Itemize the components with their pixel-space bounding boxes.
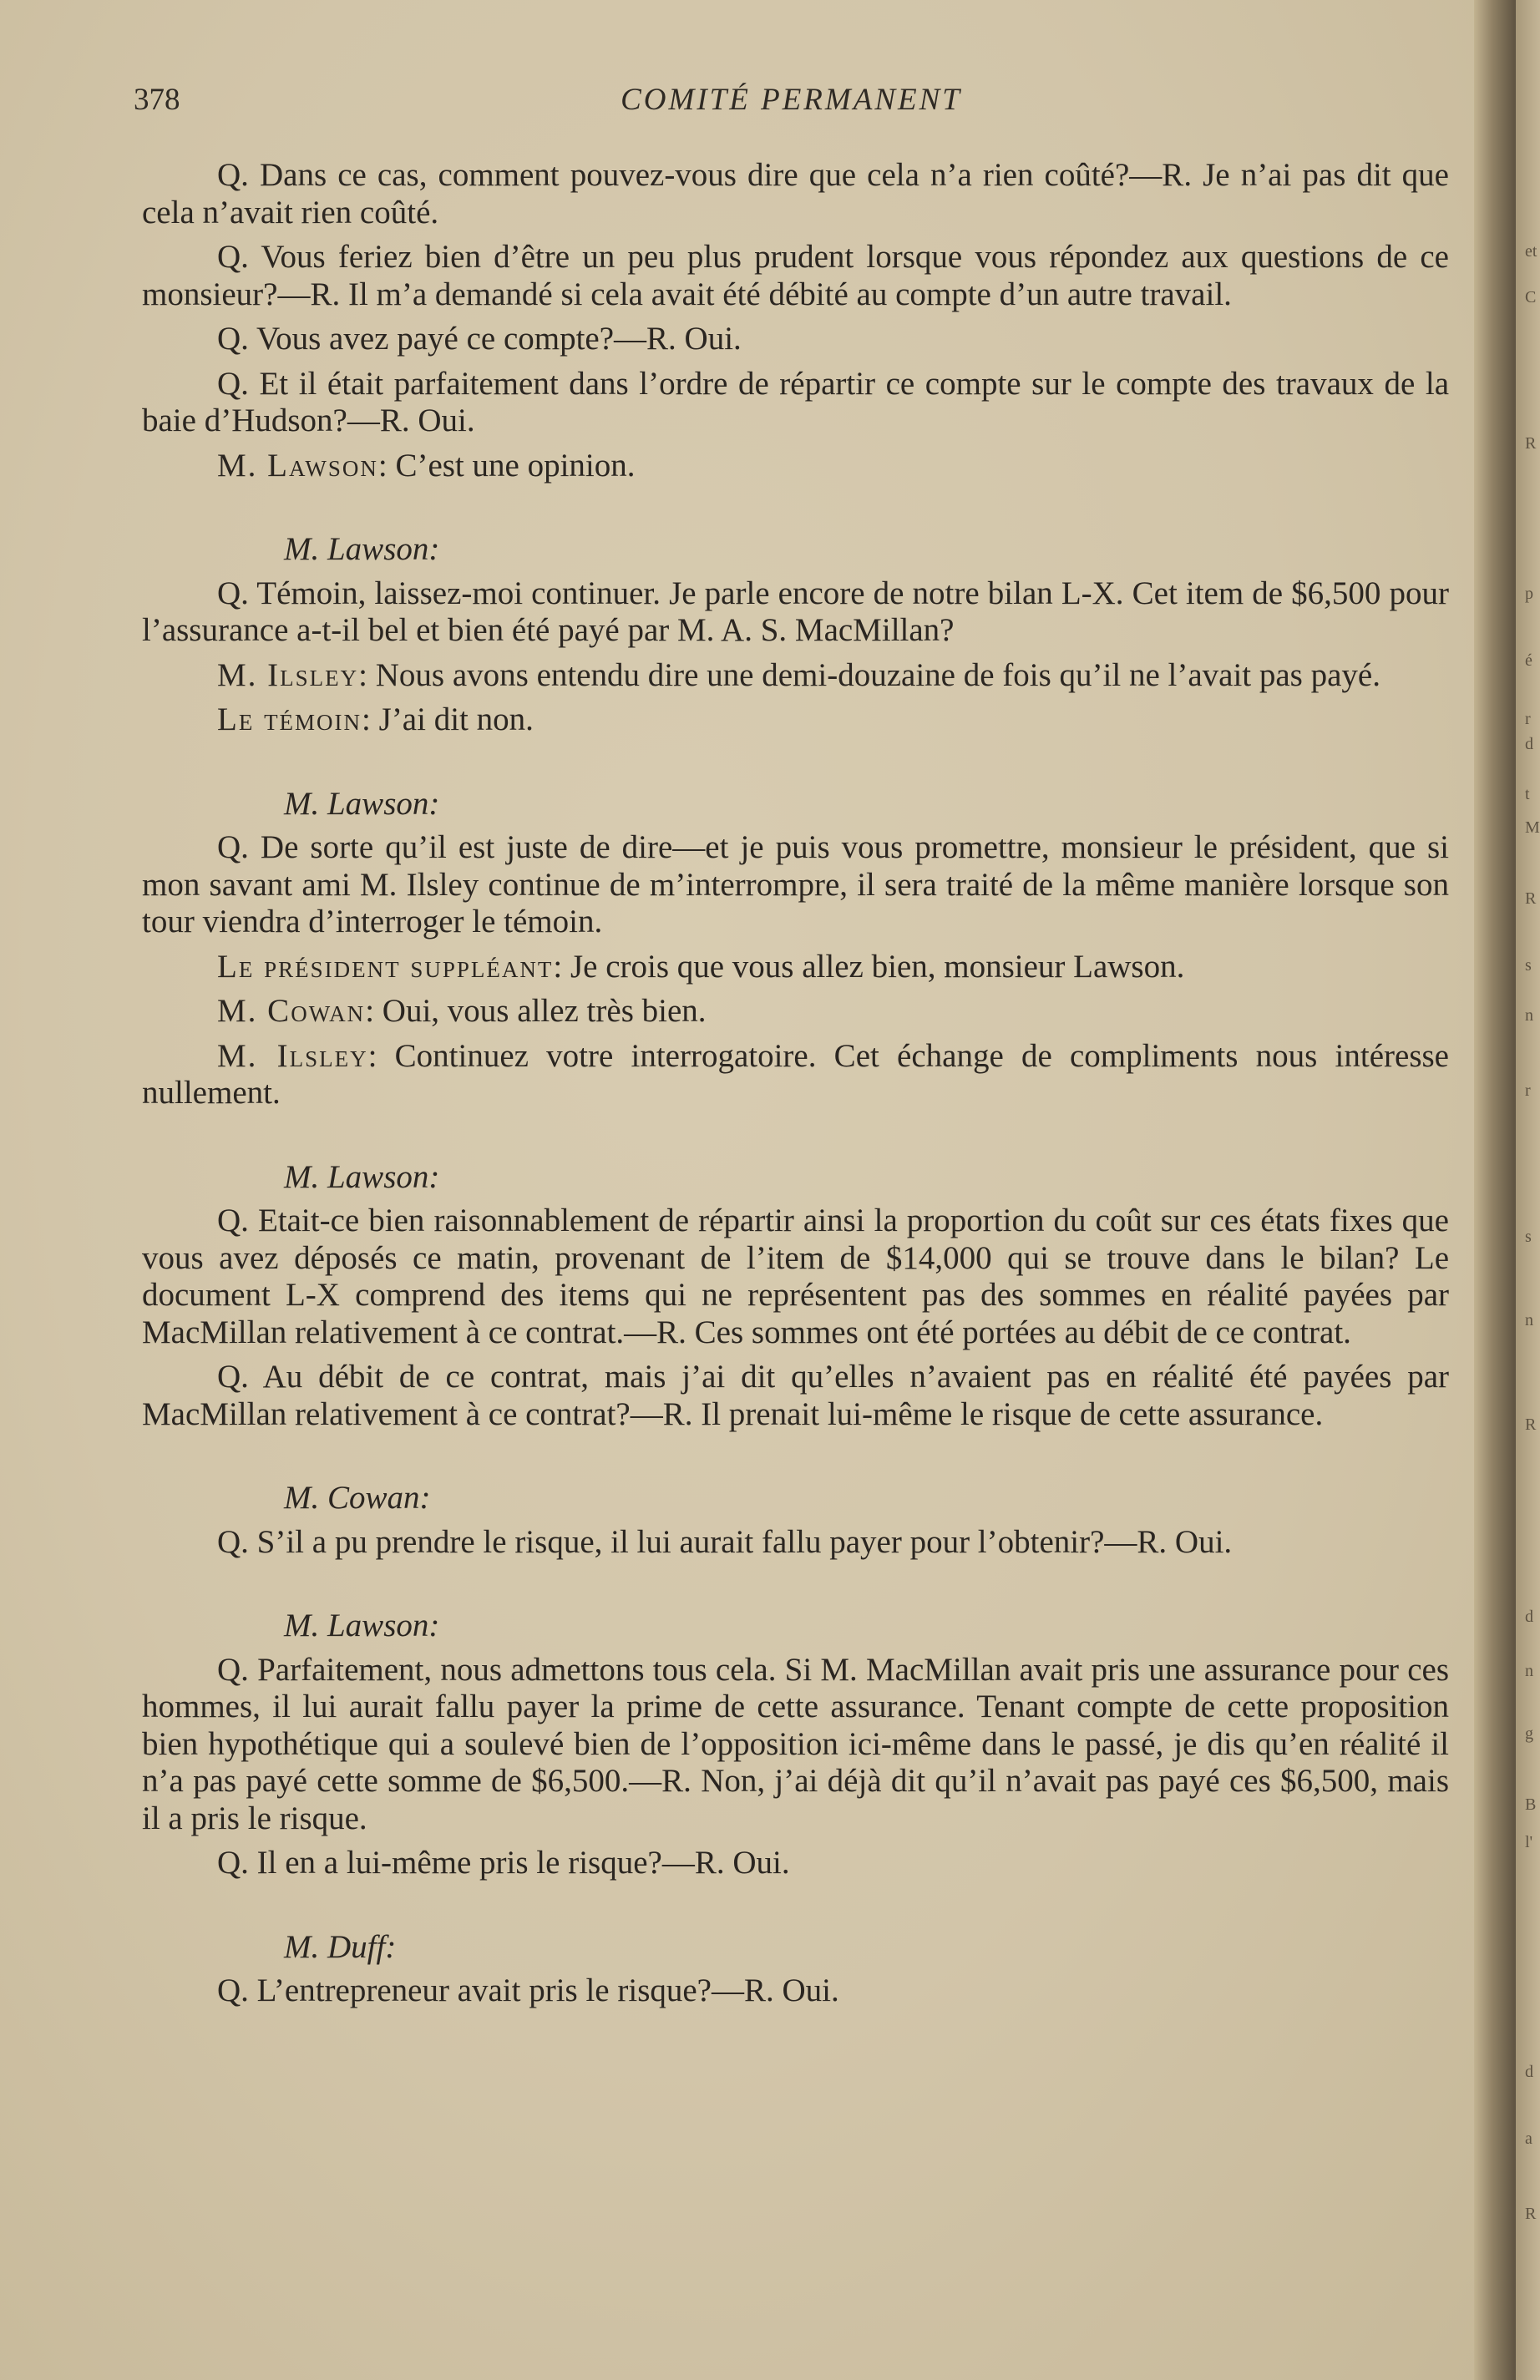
book-gutter <box>1474 0 1516 2380</box>
speaker-separator: : <box>365 993 382 1029</box>
facing-page-fragment: R <box>1525 434 1537 453</box>
speaker-statement <box>142 448 1449 485</box>
speaker-heading: M. Lawson: <box>284 1158 440 1195</box>
speaker-heading: M. Cowan: <box>284 1480 431 1516</box>
speaker-heading: M. Lawson: <box>284 531 440 567</box>
speaker-name: M. Ilsley <box>217 656 359 693</box>
statement-text: Je crois que vous allez bien, monsieur Lawson. <box>570 948 1185 985</box>
speaker-name: Le président suppléant <box>217 948 554 985</box>
speaker-separator: : <box>362 701 379 737</box>
statement-text: Oui, vous allez très bien. <box>382 993 707 1029</box>
question-answer-paragraph: Q. De sorte qu’il est juste de dire—et je puis vous promettre, monsieur le président, que si mon savant ami M. Ilsley continue de m’interrompre, il sera traité de la même manière lorsque son tour viendra d’interroger le témoin. <box>142 829 1449 939</box>
speaker-statement <box>142 1038 1449 1112</box>
speaker-statement <box>142 993 1449 1030</box>
speaker-separator: : <box>358 656 376 693</box>
speaker-heading: M. Duff: <box>284 1928 397 1965</box>
statement-text: Continuez votre interrogatoire. Cet échange de compliments nous intéresse nullement. <box>142 1037 1449 1111</box>
facing-page-fragment: t <box>1525 785 1530 803</box>
facing-page-fragment: l' <box>1525 1833 1533 1851</box>
speaker-separator: : <box>367 1037 395 1074</box>
facing-page-fragment: M <box>1525 818 1540 837</box>
transcript-body <box>142 157 1449 2010</box>
facing-page-fragment: s <box>1525 956 1532 975</box>
page-header <box>134 82 1449 132</box>
facing-page-fragment: R <box>1525 1415 1537 1434</box>
speaker-statement <box>142 657 1449 695</box>
statement-text: C’est une opinion. <box>395 447 636 484</box>
speaker-name: Le témoin <box>217 701 362 737</box>
speaker-separator: : <box>377 447 396 484</box>
question-answer-paragraph: Q. S’il a pu prendre le risque, il lui aurait fallu payer pour l’obtenir?—R. Oui. <box>217 1523 1233 1560</box>
facing-page-fragment: s <box>1525 1228 1532 1246</box>
facing-page-fragment: é <box>1525 651 1532 670</box>
speaker-separator: : <box>553 948 570 985</box>
speaker-heading: M. Lawson: <box>284 1608 440 1643</box>
facing-page-fragment: g <box>1525 1724 1533 1743</box>
speaker-statement <box>142 701 1449 739</box>
page-number: 378 <box>134 83 180 117</box>
facing-page-fragment: n <box>1525 1006 1533 1025</box>
speaker-name: M. Ilsley <box>217 1037 368 1074</box>
facing-page-fragment: r <box>1525 710 1531 728</box>
speaker-heading: M. Lawson: <box>284 785 440 822</box>
facing-page-edge <box>1516 0 1540 2380</box>
facing-page-fragment: d <box>1525 1608 1533 1626</box>
question-answer-paragraph: Q. Vous feriez bien d’être un peu plus prudent lorsque vous répondez aux questions de ce monsieur?—R. Il m’a demandé si cela avait été débité au compte d’un autre travail. <box>142 239 1449 312</box>
question-answer-paragraph: Q. Parfaitement, nous admettons tous cela. Si M. MacMillan avait pris une assurance pour ces hommes, il lui aurait fallu payer la prime de cette assurance. Tenant compte de cette proposition bien hypothétique qui a soulevé bien de l’opposition ici-même dans le passé, je dis qu’en réalité il n’a pas payé cette somme de $6,500.—R. Non, j’ai déjà dit qu’il n’avait pas payé ces $6,500, mais il a pris le risque. <box>142 1651 1449 1836</box>
facing-page-fragment: d <box>1525 2063 1533 2081</box>
facing-page-fragment: d <box>1525 735 1533 753</box>
statement-text: Nous avons entendu dire une demi-douzaine de fois qu’il ne l’avait pas payé. <box>375 656 1380 693</box>
speaker-name: M. Lawson <box>217 447 378 484</box>
question-answer-paragraph: Q. Témoin, laissez-moi continuer. Je parle encore de notre bilan L-X. Cet item de $6,500 pour l’assurance a-t-il bel et bien été payé par M. A. S. MacMillan? <box>142 575 1449 648</box>
facing-page-fragment: B <box>1525 1795 1537 1814</box>
question-answer-paragraph: Q. Il en a lui-même pris le risque?—R. Oui. <box>217 1845 790 1881</box>
facing-page-fragment: a <box>1525 2129 1532 2148</box>
facing-page-fragment: r <box>1525 1081 1531 1100</box>
speaker-statement <box>142 949 1449 986</box>
facing-page-fragment: R <box>1525 2205 1537 2223</box>
statement-text: J’ai dit non. <box>378 701 534 737</box>
question-answer-paragraph: Q. Vous avez payé ce compte?—R. Oui. <box>217 321 742 357</box>
facing-page-fragment: n <box>1525 1311 1533 1329</box>
facing-page-fragment: et <box>1525 242 1537 261</box>
question-answer-paragraph: Q. Etait-ce bien raisonnablement de répartir ainsi la proportion du coût sur ces états fixes que vous avez déposés ce matin, provenant de l’item de $14,000 qui se trouve dans le bilan? Le document L-X comprend des items qui ne représentent pas des sommes en réalité payées par MacMillan relativement à ce contrat.—R. Ces sommes ont été portées au débit de ce contrat. <box>142 1203 1449 1350</box>
question-answer-paragraph: Q. Dans ce cas, comment pouvez-vous dire que cela n’a rien coûté?—R. Je n’ai pas dit que cela n’avait rien coûté. <box>142 157 1449 230</box>
facing-page-fragment: C <box>1525 288 1537 306</box>
running-title: COMITÉ PERMANENT <box>621 83 962 117</box>
question-answer-paragraph: Q. Au débit de ce contrat, mais j’ai dit qu’elles n’avaient pas en réalité été payées par MacMillan relativement à ce contrat?—R. Il prenait lui-même le risque de cette assurance. <box>142 1359 1449 1432</box>
facing-page-fragment: R <box>1525 889 1537 908</box>
speaker-name: M. Cowan <box>217 993 366 1029</box>
facing-page-fragment: p <box>1525 585 1533 603</box>
facing-page-fragment: n <box>1525 1662 1533 1680</box>
question-answer-paragraph: Q. Et il était parfaitement dans l’ordre de répartir ce compte sur le compte des travaux de la baie d’Hudson?—R. Oui. <box>142 365 1449 438</box>
question-answer-paragraph: Q. L’entrepreneur avait pris le risque?—R. Oui. <box>217 1972 839 2008</box>
